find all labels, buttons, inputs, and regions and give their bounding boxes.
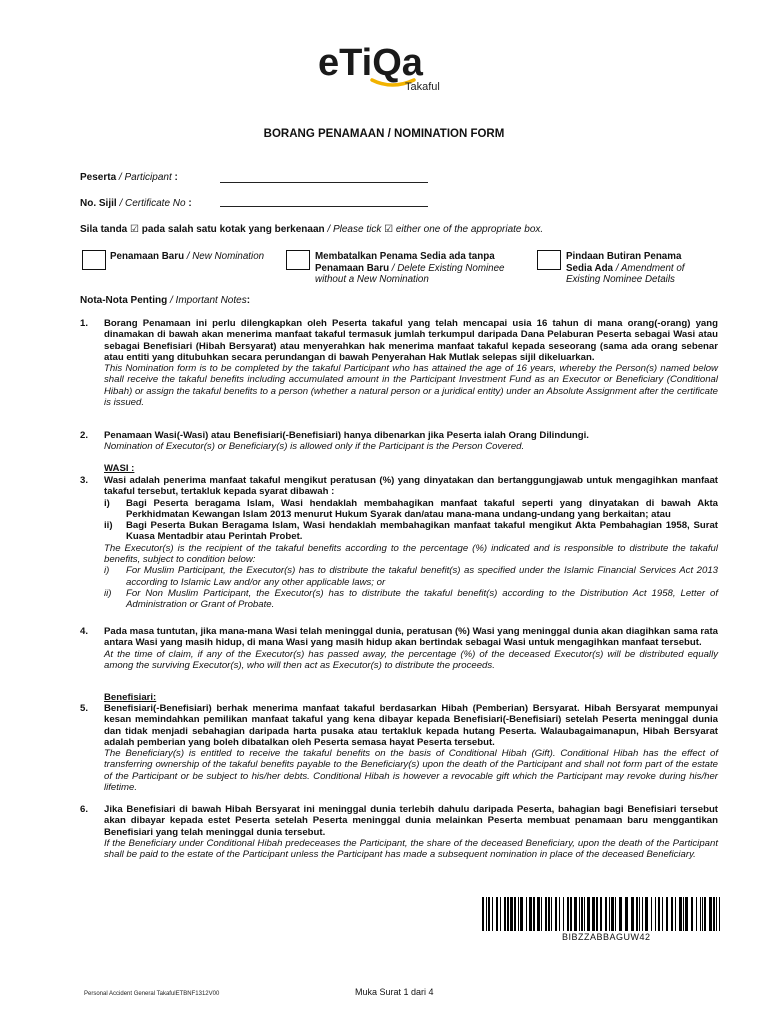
tick-icon: ☑: [130, 224, 139, 235]
barcode-bar: [507, 897, 509, 931]
logo-brand: eTiQa: [318, 42, 423, 84]
note-number: 6.: [80, 804, 89, 815]
barcode-bar: [639, 897, 640, 931]
note-6-en: If the Beneficiary under Conditional Hibah predeceases the Participant, the share of the deceased Beneficiary, upon the death of the Participant shall be paid to the estate of the Participant unless the Participant has made a subsequent nomination in place of the deceased Beneficiary.: [104, 837, 718, 861]
checkbox-amend-nominee[interactable]: [537, 250, 561, 270]
barcode-bar: [545, 897, 547, 931]
barcode-bar: [559, 897, 560, 931]
barcode-bar: [605, 897, 607, 931]
barcode-bar: [704, 897, 706, 931]
tick-instruction: Sila tanda ☑ pada salah satu kotak yang berkenaan / Please tick ☑ either one of the appropriate box.: [80, 224, 544, 235]
barcode-bar: [548, 897, 550, 931]
checkbox-new-nomination[interactable]: [82, 250, 106, 270]
note-2-en: Nomination of Executor(s) or Beneficiary(s) is allowed only if the Participant is the Person Covered.: [104, 441, 525, 453]
barcode-bar: [658, 897, 660, 931]
barcode-bar: [691, 897, 693, 931]
tick-icon: ☑: [384, 224, 394, 235]
note-1: [80, 318, 718, 408]
logo-sub: Takaful: [405, 81, 440, 93]
certificate-label: No. Sijil / Certificate No :: [80, 198, 192, 209]
option-amend-nominee: Pindaan Butiran Penama Sedia Ada / Amendment of Existing Nominee Details: [566, 251, 685, 285]
barcode: [482, 897, 722, 931]
barcode-bar: [492, 897, 493, 931]
participant-field[interactable]: [220, 182, 428, 183]
barcode-bar: [596, 897, 598, 931]
barcode-bar: [696, 897, 697, 931]
note-6-ms: Jika Benefisiari di bawah Hibah Bersyarat ini meninggal dunia terlebih dahulu daripada Peserta, bahagian bagi Benefisiari tersebut akan dibayar kepada estet Peserta setelah Peserta meninggal dunia melainkan Peserta membuat penamaan baru menggantikan Benefisiari yang telah meninggal dunia tersebut.: [104, 804, 718, 838]
barcode-bar: [716, 897, 717, 931]
barcode-bar: [500, 897, 501, 931]
barcode-bar: [510, 897, 513, 931]
barcode-bar: [592, 897, 595, 931]
etiqa-logo: [318, 42, 458, 102]
certificate-field[interactable]: [220, 206, 428, 207]
barcode-bar: [615, 897, 616, 931]
note-2-ms: Penamaan Wasi(-Wasi) atau Benefisiari(-Benefisiari) hanya dibenarkan jika Peserta ialah Orang Dilindungi.: [104, 430, 589, 441]
note-3-en-sub-i: i) For Muslim Participant, the Executor(s) has to distribute the takaful benefit(s) as specified under the Islamic Financial Services Act 2013 according to Islamic Law and/or any other applicable laws; or: [104, 565, 718, 588]
barcode-bar: [611, 897, 614, 931]
note-number: 3.: [80, 475, 89, 486]
barcode-bar: [651, 897, 652, 931]
barcode-bar: [518, 897, 519, 931]
notes-heading: Nota-Nota Penting / Important Notes:: [80, 295, 251, 306]
barcode-bar: [719, 897, 720, 931]
barcode-bar: [662, 897, 663, 931]
option-new-nomination: Penamaan Baru / New Nomination: [110, 251, 265, 262]
barcode-bar: [683, 897, 684, 931]
barcode-bar: [655, 897, 656, 931]
note-number: 2.: [80, 430, 89, 441]
note-3-en: The Executor(s) is the recipient of the takaful benefits according to the percentage (%) indicated and is responsible to distribute the takaful benefits, subject to condition below:: [104, 542, 718, 566]
barcode-bar: [551, 897, 552, 931]
barcode-bar: [675, 897, 676, 931]
note-2: [80, 430, 718, 453]
option-delete-nominee: Membatalkan Penama Sedia ada tanpa Penamaan Baru / Delete Existing Nominee without a New Nomination: [315, 251, 505, 285]
barcode-bar: [645, 897, 648, 931]
barcode-bar: [584, 897, 585, 931]
barcode-bar: [504, 897, 506, 931]
barcode-text: BIBZZABBAGUW42: [562, 932, 651, 942]
barcode-bar: [685, 897, 688, 931]
checkbox-delete-nominee[interactable]: [286, 250, 310, 270]
barcode-bar: [631, 897, 634, 931]
beneficiary-heading: Benefisiari:: [104, 692, 157, 703]
barcode-bar: [625, 897, 628, 931]
note-3-ms: Wasi adalah penerima manfaat takaful mengikut peratusan (%) yang dinyatakan dan bertanggungjawab untuk mengagihkan manfaat takaful tersebut, tertakluk kepada syarat dibawah :: [104, 475, 718, 498]
barcode-bar: [587, 897, 590, 931]
barcode-bar: [700, 897, 701, 931]
barcode-bar: [713, 897, 715, 931]
wasi-heading: WASI :: [104, 463, 135, 474]
note-3: [80, 475, 718, 611]
barcode-bar: [679, 897, 682, 931]
note-number: 1.: [80, 318, 89, 329]
barcode-bar: [581, 897, 583, 931]
barcode-bar: [482, 897, 484, 931]
participant-label: Peserta / Participant :: [80, 172, 178, 183]
barcode-bar: [537, 897, 540, 931]
barcode-bar: [642, 897, 643, 931]
note-1-en: This Nomination form is to be completed by the takaful Participant who has attained the age of 16 years, whereby the Person(s) named below shall receive the takaful benefits including accumulated amount in the Participant Investment Fund as an Executor or Beneficiary (Conditional Hibah) or assign the takaful benefits to a person (whether a natural person or a juridical entity) under an Absolute Assignment after the certificate is issued.: [104, 363, 718, 409]
barcode-bar: [579, 897, 580, 931]
note-3-sub-ii: ii) Bagi Peserta Bukan Beragama Islam, Wasi hendaklah membahagikan manfaat takaful mengikut Akta Pembahagian 1958, Surat Kuasa Mentadbir atau Perintah Probet.: [104, 520, 718, 543]
barcode-bar: [636, 897, 638, 931]
note-3-sub-i: i) Bagi Peserta beragama Islam, Wasi hendaklah membahagikan manfaat takaful seperti yang dinyatakan di bawah Akta Perkhidmatan Kewangan Islam 2013 menurut Hukum Syarak dan/atau mana-mana undang-undang yang berkaitan; atau: [104, 497, 718, 520]
barcode-bar: [526, 897, 527, 931]
barcode-bar: [520, 897, 523, 931]
note-6: [80, 804, 718, 860]
barcode-bar: [529, 897, 532, 931]
barcode-bar: [702, 897, 703, 931]
barcode-bar: [574, 897, 577, 931]
barcode-bar: [666, 897, 668, 931]
barcode-bar: [600, 897, 602, 931]
barcode-bar: [709, 897, 712, 931]
barcode-bar: [609, 897, 610, 931]
barcode-bar: [541, 897, 542, 931]
page-number: Muka Surat 1 dari 4: [355, 987, 434, 997]
barcode-bar: [671, 897, 673, 931]
note-4-en: At the time of claim, if any of the Executor(s) has passed away, the percentage (%) of the deceased Executor(s) will be distributed equally among the surviving Executor(s), who will then act as Executor(s) to distribute the proceeds.: [104, 648, 718, 671]
barcode-bar: [514, 897, 516, 931]
note-5: [80, 703, 718, 793]
barcode-bar: [619, 897, 622, 931]
barcode-bar: [570, 897, 572, 931]
form-title: BORANG PENAMAAN / NOMINATION FORM: [263, 128, 505, 140]
note-3-en-sub-ii: ii) For Non Muslim Participant, the Executor(s) has to distribute the takaful benefit(s) according to the Distribution Act 1958, Letter of Administration or Grant of Probate.: [104, 587, 718, 611]
note-5-ms: Benefisiari(-Benefisiari) berhak menerima manfaat takaful berdasarkan Hibah (Pemberian) Bersyarat. Hibah Bersyarat mempunyai kesan memindahkan pemilikan manfaat takaful yang kena dibayar kepada Benefisiari(-Benefisiari) setelah Peserta meninggal dunia dan tidak menjadi sebahagian daripada harta pusaka atau tertakluk kepada hutang Peserta. Walaubagaimanapun, Hibah Bersyarat adalah pemberian yang boleh dibatalkan oleh Peserta semasa hayat Peserta tersebut.: [104, 703, 718, 748]
note-5-en: The Beneficiary(s) is entitled to receive the takaful benefits on the basis of Conditional Hibah (Gift). Conditional Hibah has the effect of transferring ownership of the takaful benefits payable to the Beneficiary(s) upon the death of the Participant and shall not form part of the estate of the Participant or be subject to his/her debts. Conditional Hibah is however a revocable gift which the Participant may revoke during his/her lifetime.: [104, 748, 718, 794]
barcode-bar: [555, 897, 557, 931]
barcode-bar: [563, 897, 564, 931]
note-number: 5.: [80, 703, 89, 714]
note-1-ms: Borang Penamaan ini perlu dilengkapkan oleh Peserta takaful yang telah mencapai usia 16 tahun di mana orang(-orang) yang dinamakan di bawah akan menerima manfaat takaful termasuk jumlah terkumpul daripada Dana Pelaburan Peserta sebagai Wasi atau sebagai Benefisiari (Hibah Bersyarat) atau menyerahkan hak menerima manfaat takaful kepada seseorang (sama ada orang sebenar atau entiti yang ditubuhkan secara perundangan di bawah Penyerahan Hak Mutlak selepas sijil dikeluarkan.: [104, 318, 718, 363]
barcode-bar: [533, 897, 535, 931]
barcode-bar: [567, 897, 569, 931]
note-4: [80, 626, 718, 671]
barcode-bar: [488, 897, 490, 931]
barcode-bar: [496, 897, 498, 931]
note-4-ms: Pada masa tuntutan, jika mana-mana Wasi telah meninggal dunia, peratusan (%) Wasi yang meninggal dunia akan diagihkan sama rata antara Wasi yang masih hidup, di mana Wasi yang masih hidup akan bertindak sebagai Wasi untuk mengagihkan manfaat tersebut.: [104, 626, 718, 649]
note-number: 4.: [80, 626, 89, 637]
barcode-bar: [486, 897, 487, 931]
form-code: Personal Accident General TakafulETBNF1312V00: [84, 991, 220, 997]
